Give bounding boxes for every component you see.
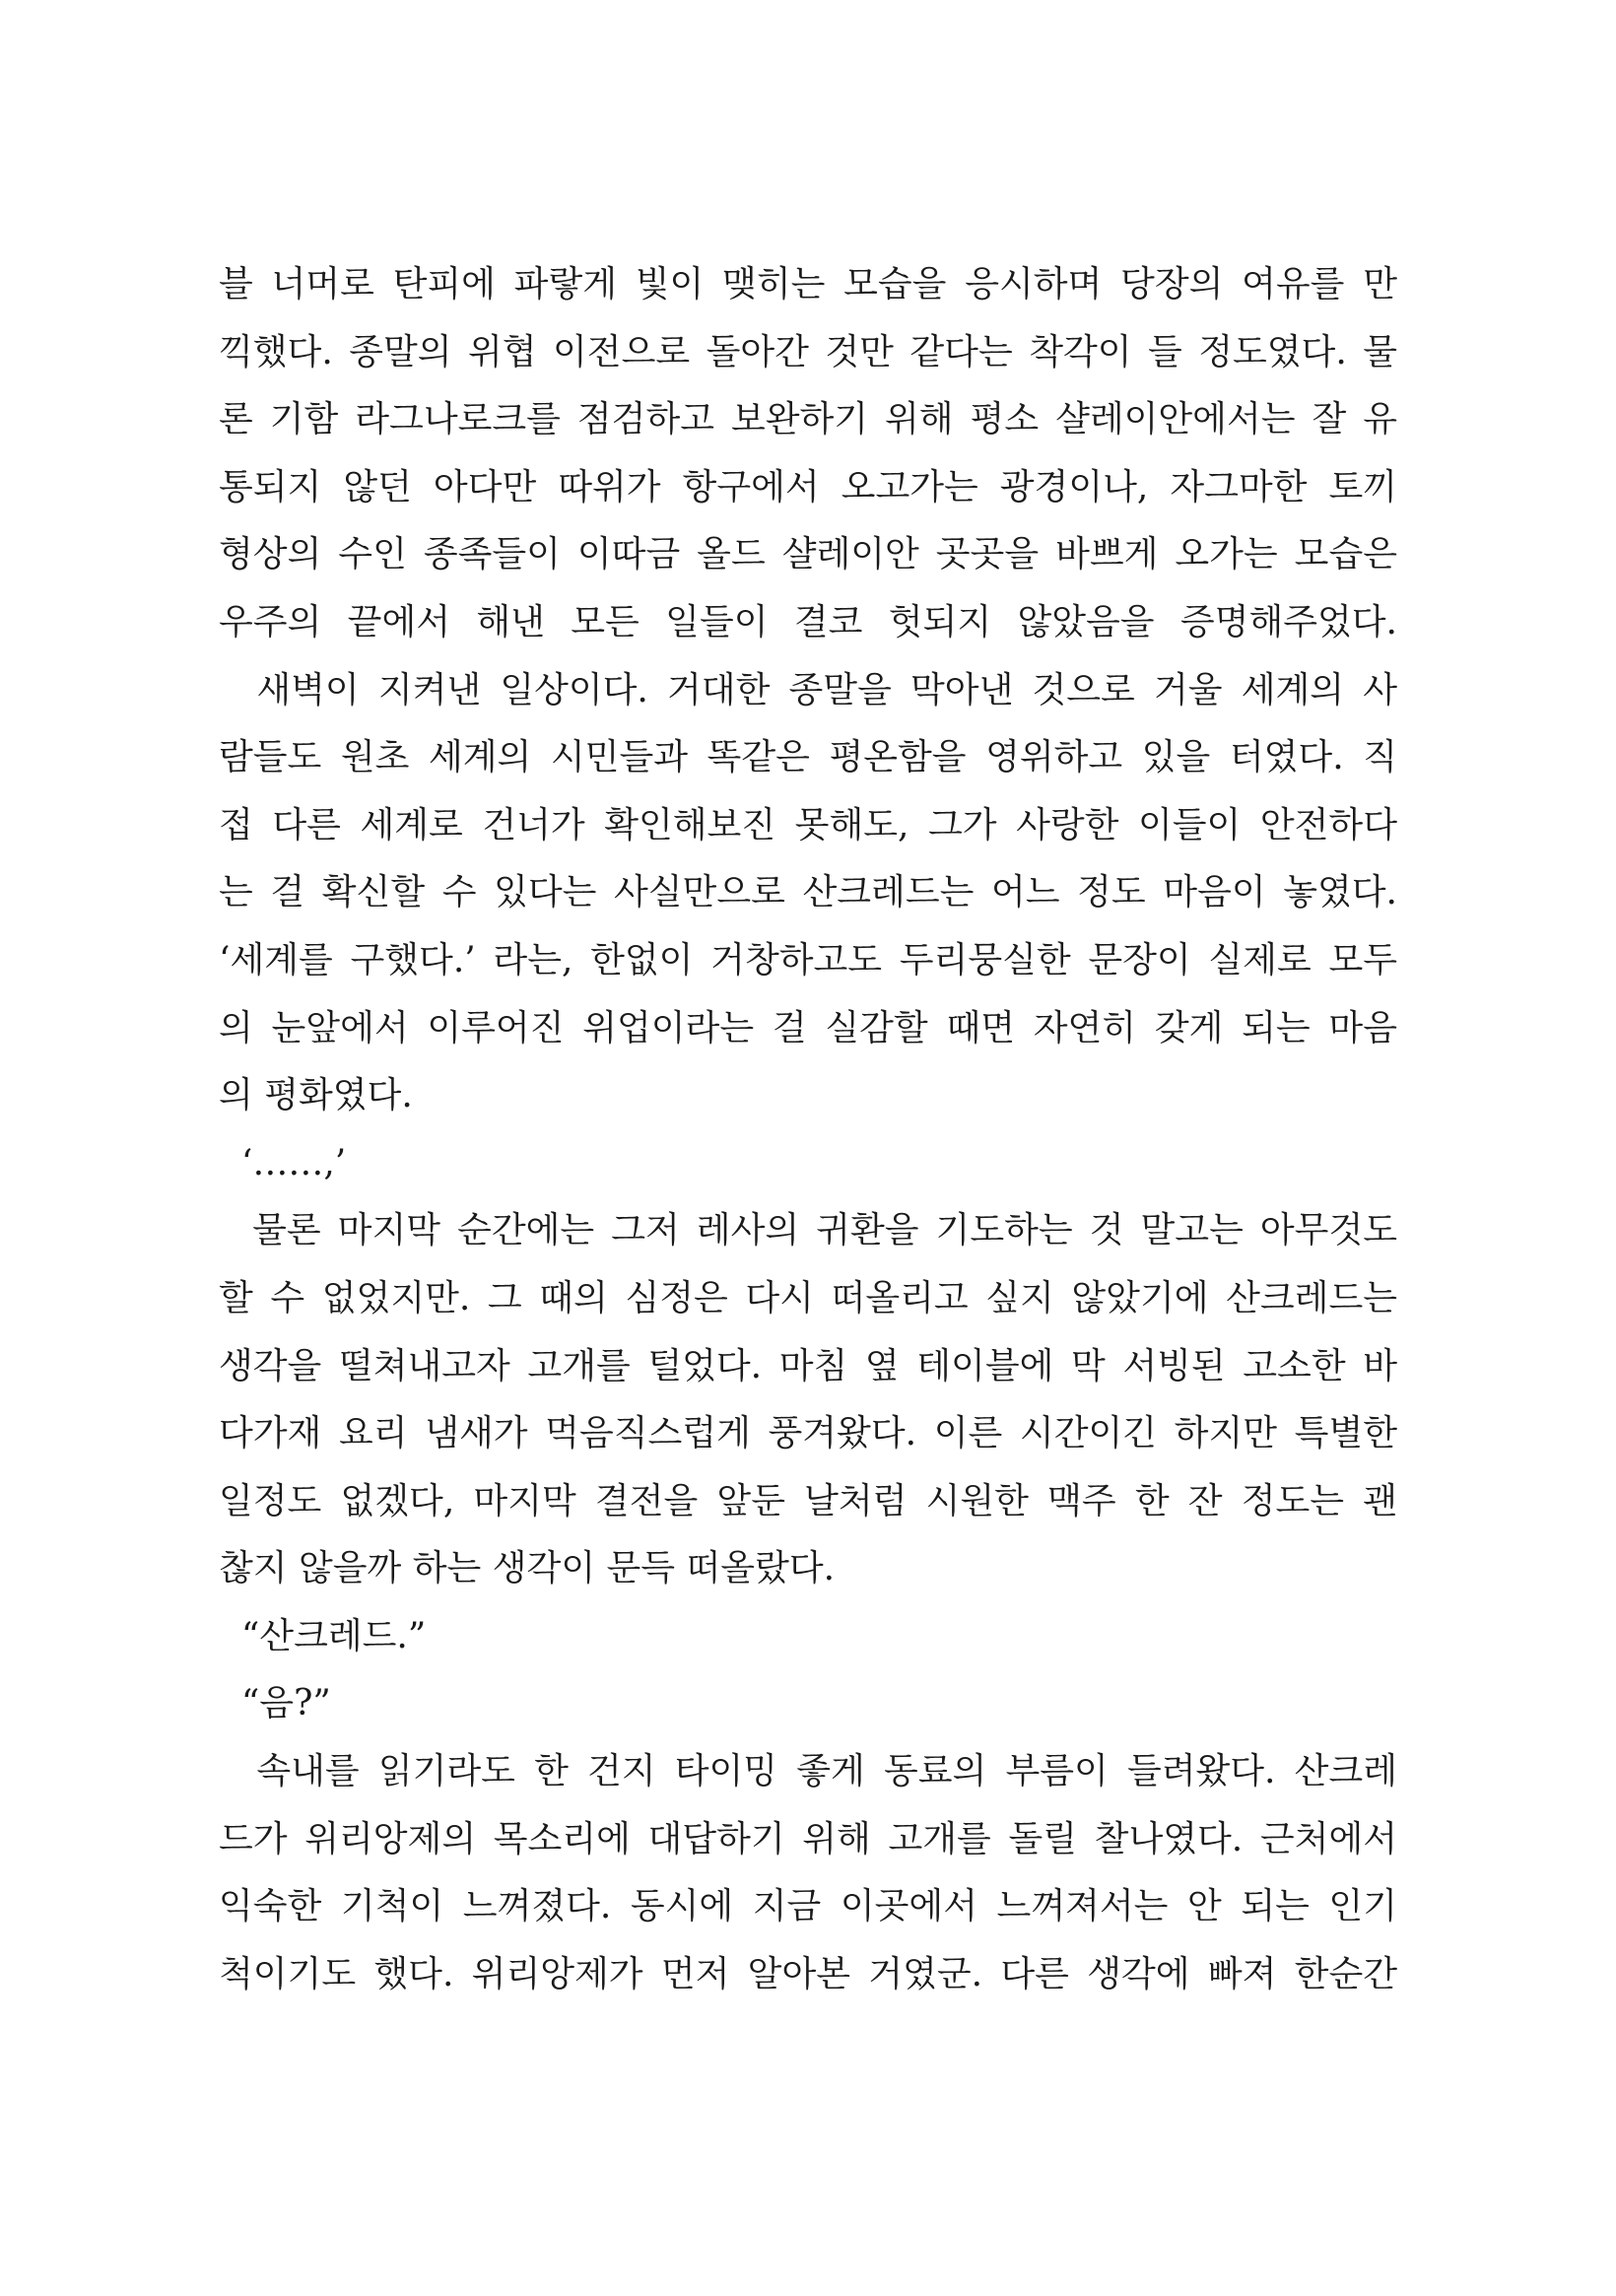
text-line-14: ‘……,’ xyxy=(219,1142,347,1183)
text-line-20: 찮지 않을까 하는 생각이 문득 떠올랐다. xyxy=(219,1548,836,1589)
text-line-2: 끽했다. 종말의 위협 이전으로 돌아간 것만 같다는 착각이 들 정도였다. 물 xyxy=(219,331,1397,372)
body-text xyxy=(219,251,1397,2008)
text-line-22: “음?” xyxy=(219,1683,331,1724)
text-line-24: 드가 위리앙제의 목소리에 대답하기 위해 고개를 돌릴 찰나였다. 근처에서 xyxy=(219,1818,1397,1859)
text-line-4: 통되지 않던 아다만 따위가 항구에서 오고가는 광경이나, 자그마한 토끼 xyxy=(219,466,1397,507)
text-line-26: 척이기도 했다. 위리앙제가 먼저 알아본 거였군. 다른 생각에 빠져 한순간 xyxy=(219,1953,1397,1994)
text-line-13: 의 평화였다. xyxy=(219,1075,413,1116)
text-line-19: 일정도 없겠다, 마지막 결전을 앞둔 날처럼 시원한 맥주 한 잔 정도는 괜 xyxy=(219,1480,1397,1521)
text-line-10: 는 걸 확신할 수 있다는 사실만으로 산크레드는 어느 정도 마음이 놓였다. xyxy=(219,872,1397,913)
text-line-21: “산크레드.” xyxy=(219,1615,427,1656)
text-line-3: 론 기함 라그나로크를 점검하고 보완하기 위해 평소 샬레이안에서는 잘 유 xyxy=(219,399,1397,440)
text-line-16: 할 수 없었지만. 그 때의 심정은 다시 떠올리고 싶지 않았기에 산크레드는 xyxy=(219,1277,1397,1318)
text-line-1: 블 너머로 탄피에 파랗게 빛이 맺히는 모습을 응시하며 당장의 여유를 만 xyxy=(219,264,1397,304)
text-line-6: 우주의 끝에서 해낸 모든 일들이 결코 헛되지 않았음을 증명해주었다. xyxy=(219,601,1397,642)
text-line-25: 익숙한 기척이 느껴졌다. 동시에 지금 이곳에서 느껴져서는 안 되는 인기 xyxy=(219,1886,1397,1927)
text-line-12: 의 눈앞에서 이루어진 위업이라는 걸 실감할 때면 자연히 갖게 되는 마음 xyxy=(219,1007,1397,1048)
text-line-7: 새벽이 지켜낸 일상이다. 거대한 종말을 막아낸 것으로 거울 세계의 사 xyxy=(219,669,1397,710)
text-line-18: 다가재 요리 냄새가 먹음직스럽게 풍겨왔다. 이른 시간이긴 하지만 특별한 xyxy=(219,1413,1397,1454)
text-line-23: 속내를 읽기라도 한 건지 타이밍 좋게 동료의 부름이 들려왔다. 산크레 xyxy=(219,1751,1397,1792)
text-line-15: 물론 마지막 순간에는 그저 레사의 귀환을 기도하는 것 말고는 아무것도 xyxy=(219,1210,1397,1251)
text-line-17: 생각을 떨쳐내고자 고개를 털었다. 마침 옆 테이블에 막 서빙된 고소한 바 xyxy=(219,1345,1397,1386)
text-line-9: 접 다른 세계로 건너가 확인해보진 못해도, 그가 사랑한 이들이 안전하다 xyxy=(219,804,1397,845)
text-line-5: 형상의 수인 종족들이 이따금 올드 샬레이안 곳곳을 바쁘게 오가는 모습은 xyxy=(219,534,1397,575)
text-line-11: ‘세계를 구했다.’ 라는, 한없이 거창하고도 두리뭉실한 문장이 실제로 모두 xyxy=(219,939,1397,980)
text-line-8: 람들도 원초 세계의 시민들과 똑같은 평온함을 영위하고 있을 터였다. 직 xyxy=(219,737,1397,778)
